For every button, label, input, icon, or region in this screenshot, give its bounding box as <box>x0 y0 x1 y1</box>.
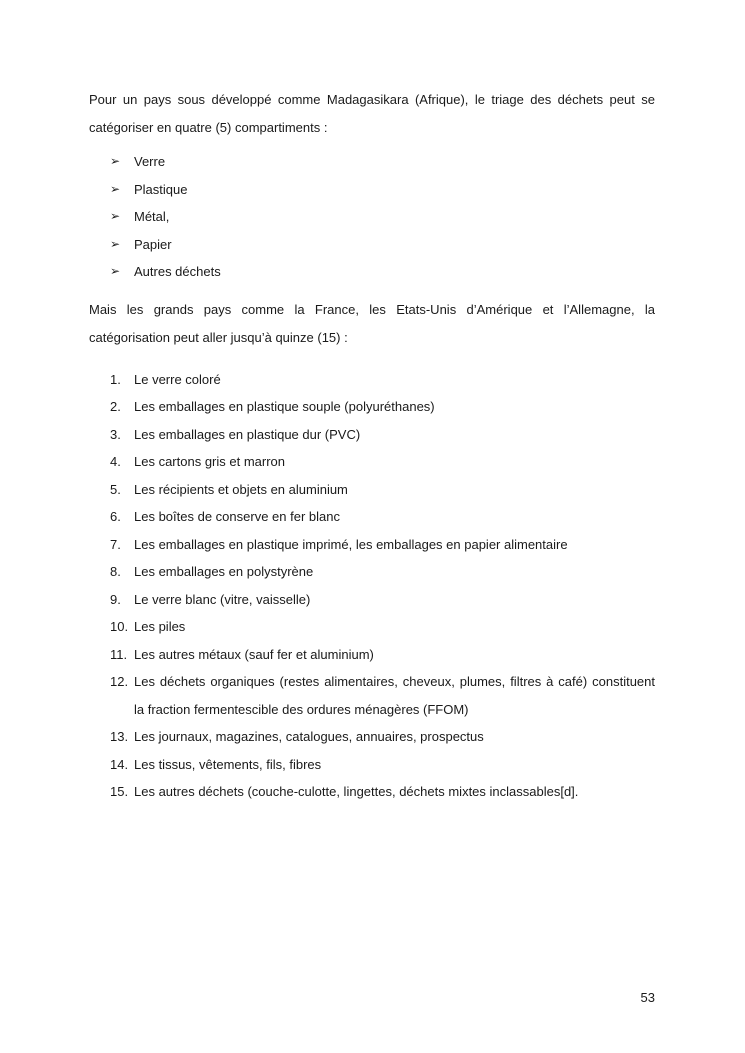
arrow-bullet-icon: ➢ <box>110 264 121 278</box>
list-item <box>89 778 655 806</box>
bullet-item <box>89 231 655 259</box>
item-number: 12. <box>110 674 129 689</box>
item-number: 3. <box>110 426 121 442</box>
item-number: 5. <box>110 481 121 497</box>
item-text: Les tissus, vêtements, fils, fibres <box>134 756 322 772</box>
item-number: 6. <box>110 509 121 524</box>
item-text: Les emballages en plastique souple (polyuréthanes) <box>134 399 435 414</box>
list-item <box>89 448 655 476</box>
item-number: 1. <box>110 371 121 387</box>
list-item <box>89 531 655 559</box>
bullet-text: Plastique <box>134 181 188 197</box>
list-item <box>89 613 655 641</box>
bullet-text: Autres déchets <box>134 264 221 279</box>
list-item <box>89 668 655 723</box>
item-number: 7. <box>110 536 121 552</box>
item-number: 9. <box>110 591 121 607</box>
item-text: Les déchets organiques (restes alimentaires, cheveux, plumes, filtres à café) constituent la fraction fermentescible des ordures ménagères (FFOM) <box>134 674 655 717</box>
item-text: Les emballages en plastique dur (PVC) <box>134 426 361 442</box>
list-item <box>89 366 655 394</box>
item-text: Les cartons gris et marron <box>134 454 286 469</box>
bullet-item <box>89 258 655 286</box>
list-item <box>89 393 655 421</box>
arrow-bullet-icon: ➢ <box>110 209 121 223</box>
list-item <box>89 751 655 779</box>
list-item <box>89 586 655 614</box>
list-item <box>89 503 655 531</box>
item-text: Les piles <box>134 619 186 634</box>
item-text: Les emballages en polystyrène <box>134 564 314 579</box>
item-text: Les journaux, magazines, catalogues, annuaires, prospectus <box>134 729 484 744</box>
item-text: Les boîtes de conserve en fer blanc <box>134 509 340 524</box>
list-item <box>89 641 655 669</box>
item-number: 14. <box>110 756 129 772</box>
page-number: 53 <box>640 990 655 1005</box>
list-item <box>89 476 655 504</box>
bullet-item <box>89 148 655 176</box>
item-number: 11. <box>110 646 128 662</box>
compartment-bullet-list <box>89 148 655 286</box>
document-page <box>89 86 655 806</box>
item-number: 15. <box>110 784 129 799</box>
item-number: 10. <box>110 619 129 634</box>
category-numbered-list <box>89 366 655 806</box>
item-text: Les autres déchets (couche-culotte, lingettes, déchets mixtes inclassables[d]. <box>134 784 579 799</box>
item-number: 2. <box>110 399 121 414</box>
item-number: 4. <box>110 454 121 469</box>
item-number: 8. <box>110 564 121 579</box>
list-item <box>89 723 655 751</box>
bullet-text: Papier <box>134 236 172 252</box>
item-number: 13. <box>110 729 129 744</box>
item-text: Le verre blanc (vitre, vaisselle) <box>134 591 311 607</box>
item-text: Le verre coloré <box>134 371 221 387</box>
bullet-item <box>89 176 655 204</box>
item-text: Les emballages en plastique imprimé, les emballages en papier alimentaire <box>134 536 568 552</box>
item-text: Les autres métaux (sauf fer et aluminium) <box>134 646 374 662</box>
bullet-item <box>89 203 655 231</box>
arrow-bullet-icon: ➢ <box>110 154 121 168</box>
intro-paragraph: Pour un pays sous développé comme Madagasikara (Afrique), le triage des déchets peut se catégoriser en quatre (5) compartiments : <box>89 92 655 135</box>
list-item <box>89 558 655 586</box>
bullet-text: Métal, <box>134 209 170 224</box>
bullet-text: Verre <box>134 154 166 169</box>
item-text: Les récipients et objets en aluminium <box>134 481 348 497</box>
arrow-bullet-icon: ➢ <box>110 236 121 251</box>
list-item <box>89 421 655 449</box>
arrow-bullet-icon: ➢ <box>110 181 121 196</box>
second-paragraph: Mais les grands pays comme la France, les Etats-Unis d’Amérique et l’Allemagne, la catégorisation peut aller jusqu’à quinze (15) : <box>89 301 655 345</box>
